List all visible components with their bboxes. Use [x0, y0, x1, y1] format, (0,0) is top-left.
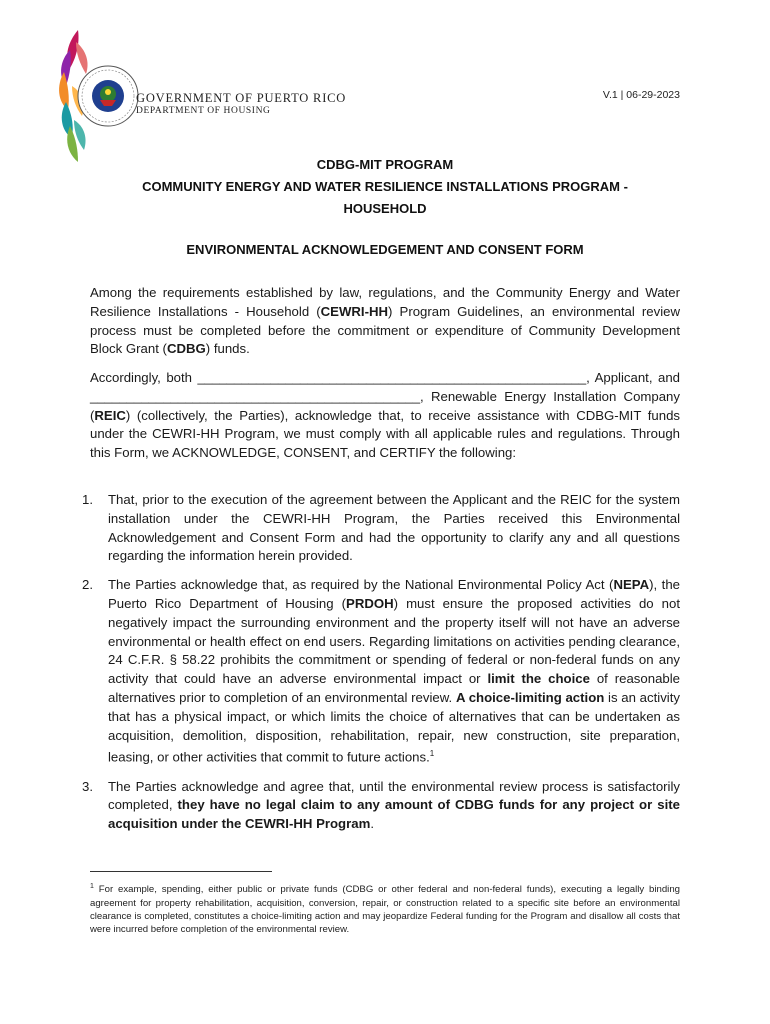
intro-text-1: Among the requirements established by law, regulations, and the Community Energy and Water Resilience Installations - Household ( — [90, 285, 680, 319]
footnote-divider — [90, 871, 272, 872]
program-title — [90, 154, 680, 220]
item-text: of reasonable alternatives prior to completion of an environmental review. — [108, 671, 680, 705]
item-bold-no-legal-claim: they have no legal claim to any amount of CDBG funds for any project or site acquisition under the CEWRI-HH Program — [108, 797, 680, 832]
list-item — [82, 491, 680, 566]
item-bold-limit-choice: limit the choice — [487, 671, 590, 687]
acknowledgement-list — [82, 491, 680, 844]
parties-text-1: Accordingly, both _____________________________________________________, Applicant, and _____________________________________________, Renewable Energy Installation Company ( — [90, 370, 680, 423]
item-text: . — [370, 816, 374, 832]
item-text: The Parties acknowledge and agree that, until the environmental review process is satisfactorily completed, — [108, 778, 680, 813]
item-bold-nepa: NEPA — [613, 577, 650, 593]
footnote — [90, 880, 680, 937]
form-title: ENVIRONMENTAL ACKNOWLEDGEMENT AND CONSENT FORM — [186, 242, 584, 257]
item-bold-choice-limiting: A choice-limiting action — [455, 689, 605, 705]
title-line-1: CDBG-MIT PROGRAM — [316, 157, 454, 172]
title-line-3: HOUSEHOLD — [343, 201, 427, 216]
list-item — [82, 576, 680, 767]
item-number: 2. — [82, 577, 93, 593]
parties-bold-reic: REIC — [94, 407, 126, 423]
item-text: ), the Puerto Rico Department of Housing ( — [108, 577, 680, 611]
version-date: V.1 | 06-29-2023 — [602, 89, 680, 101]
item-number: 3. — [82, 778, 93, 794]
intro-paragraph — [90, 284, 680, 359]
item-text: That, prior to the execution of the agreement between the Applicant and the REIC for the system installation under the CEWRI-HH Program, the Parties received this Environmental Acknowledgement and Consent Form and had the opportunity to clarify any and all questions regarding the information herein provided. — [108, 492, 680, 564]
org-name: GOVERNMENT OF PUERTO RICO — [136, 91, 347, 105]
item-number: 1. — [82, 492, 93, 507]
item-bold-prdoh: PRDOH — [346, 595, 394, 611]
parties-text-2: ) (collectively, the Parties), acknowledge that, to receive assistance with CDBG-MIT funds under the CEWRI-HH Program, we must comply with all applicable rules and regulations. Through this Form, we ACKNOWLEDGE, CONSENT, and CERTIFY the following: — [90, 407, 680, 461]
title-line-2: COMMUNITY ENERGY AND WATER RESILIENCE INSTALLATIONS PROGRAM - — [142, 179, 628, 194]
intro-bold-cdbg: CDBG — [166, 341, 206, 357]
item-text: is an activity that has a physical impact, or which limits the choice of alternatives that can be undertaken as acquisition, demolition, disposition, rehabilitation, repair, new construction, site preparation, leasing, or other activities that commit to future actions. — [108, 689, 680, 765]
intro-text-2: ) Program Guidelines, an environmental review process must be completed before the commitment or expenditure of Community Development Block Grant ( — [90, 303, 680, 357]
footnote-text: For example, spending, either public or private funds (CDBG or other federal and non-federal funds), executing a legally binding agreement for property rehabilitation, acquisition, conversion, repair, or construction related to a specific site before an environmental clearance is completed, constitutes a choice-limiting action and may jeopardize Federal funding for the Program and disallow all costs that were incurred before completion of the environmental review. — [90, 884, 680, 936]
department-name: DEPARTMENT OF HOUSING — [136, 105, 271, 116]
prdoh-logo — [56, 28, 346, 168]
intro-bold-cewri: CEWRI-HH — [320, 303, 389, 319]
item-text: The Parties acknowledge that, as required by the National Environmental Policy Act ( — [108, 577, 614, 593]
intro-text-3: ) funds. — [205, 341, 250, 357]
list-item — [82, 778, 680, 834]
footnote-number: 1 — [90, 883, 94, 890]
parties-paragraph — [90, 369, 680, 463]
item-text: ) must ensure the proposed activities do not negatively impact the surrounding environment and the property itself will not have an adverse environmental or health effect on end users. Regarding limitations on activities pending clearance, 24 C.F.R. § 58.22 prohibits the commitment or spending of federal or non-federal funds on any activity that could have an adverse environmental impact or — [108, 595, 680, 687]
footnote-ref: 1 — [429, 749, 435, 759]
